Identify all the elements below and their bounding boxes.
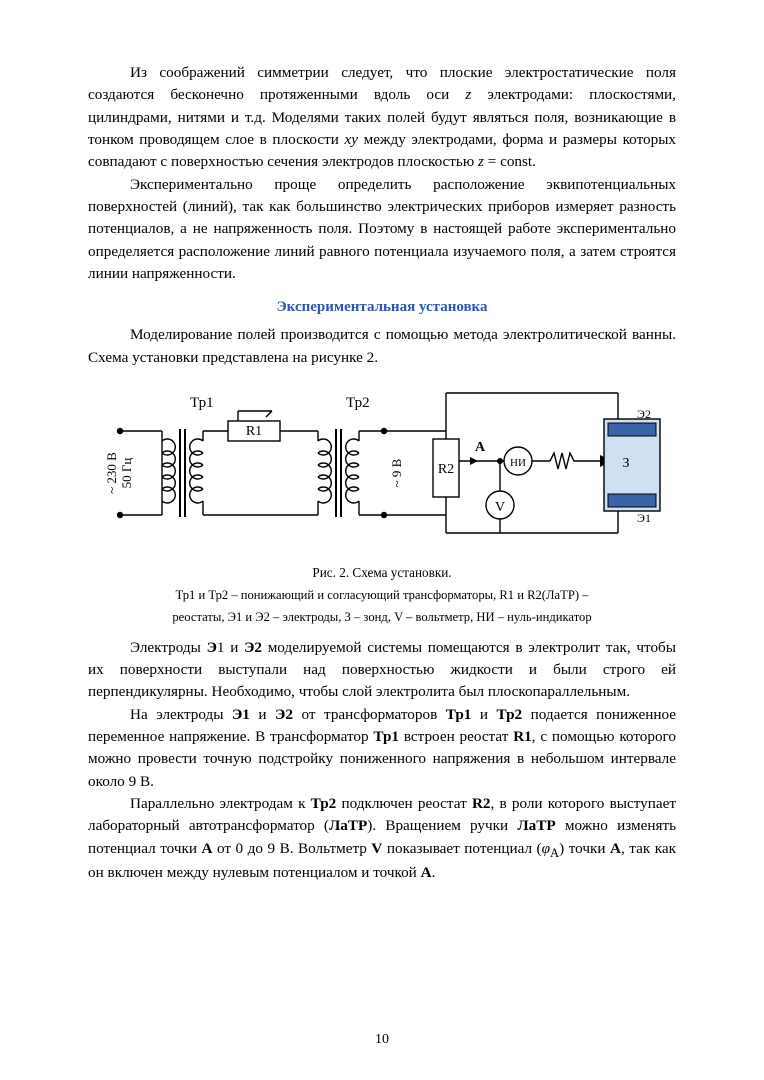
page-content (88, 62, 676, 885)
label-electrode2: Э2 (637, 407, 651, 422)
label-probe: З (622, 456, 630, 472)
section-title: Экспериментальная установка (276, 299, 488, 316)
label-output-voltage: ~ 9 В (389, 458, 404, 488)
paragraph-1: Из соображений симметрии следует, что плоские электростатические поля создаются бесконечно протяженными вдоль оси z электродами: плоскостями, цилиндрами, нитями и т.д. Моделями таких полей будут являться поля, возникающие в тонком проводящем слое в плоскости xy между электродами, форма и размеры которых совпадают с поверхностью сечения электродов плоскостью z = const. (88, 64, 676, 171)
page-number: 10 (375, 1032, 389, 1047)
paragraph-4: Электроды Э1 и Э2 моделируемой системы помещаются в электролит так, чтобы их поверхности выступали над поверхностью жидкости и были строго ей перпендикулярны. Необходимо, чтобы слой электролита был плоскопараллельным. (88, 638, 676, 701)
figure-caption-line-1: Рис. 2. Схема установки. (312, 565, 452, 581)
label-voltmeter: V (494, 500, 506, 516)
label-input-freq: 50 Гц (119, 457, 134, 489)
label-null-indicator: НИ (510, 457, 526, 470)
label-input-voltage: ~ 230 В (104, 452, 119, 494)
label-r1: R1 (245, 424, 263, 440)
label-tr1: Тр1 (190, 395, 214, 412)
label-point-a: А (474, 440, 486, 456)
label-tr2: Тр2 (346, 395, 370, 412)
paragraph-6: Параллельно электродам к Тр2 подключен реостат R2, в роли которого выступает лабораторный автотрансформатор (ЛаТР). Вращением ручки ЛаТР можно изменять потенциал точки А от 0 до 9 В. Вольтметр V показывает потенциал $(\varphi_A)$ точки А, так как он включен между нулевым потенциалом и точкой А. (88, 795, 677, 882)
figure-caption-line-3: реостаты, Э1 и Э2 – электроды, 3 – зонд, V – вольтметр, НИ – нуль-индикатор (172, 609, 592, 624)
label-electrode1: Э1 (637, 511, 651, 526)
label-r2: R2 (437, 462, 455, 478)
paragraph-5: На электроды Э1 и Э2 от трансформаторов Тр1 и Тр2 подается пониженное переменное напряжение. В трансформатор Тр1 встроен реостат R1, с помощью которого можно провести точную подстройку пониженного напряжения в небольшом интервале около 9 В. (88, 705, 676, 790)
figure-circuit-diagram (88, 385, 676, 560)
figure-caption-line-2: Тр1 и Тр2 – понижающий и согласующий трансформаторы, R1 и R2(ЛаТР) – (175, 587, 589, 602)
paragraph-2: Экспериментально проще определить расположение эквипотенциальных поверхностей (линий), так как большинство электрических приборов измеряет разность потенциалов, а не напряженность поля. Поэтому в настоящей работе экспериментально определяется расположение линий равного потенциала изучаемого поля, а затем строятся линии напряженности. (88, 175, 676, 283)
paragraph-3: Моделирование полей производится с помощью метода электролитической ванны. Схема установки представлена на рисунке 2. (88, 326, 676, 366)
